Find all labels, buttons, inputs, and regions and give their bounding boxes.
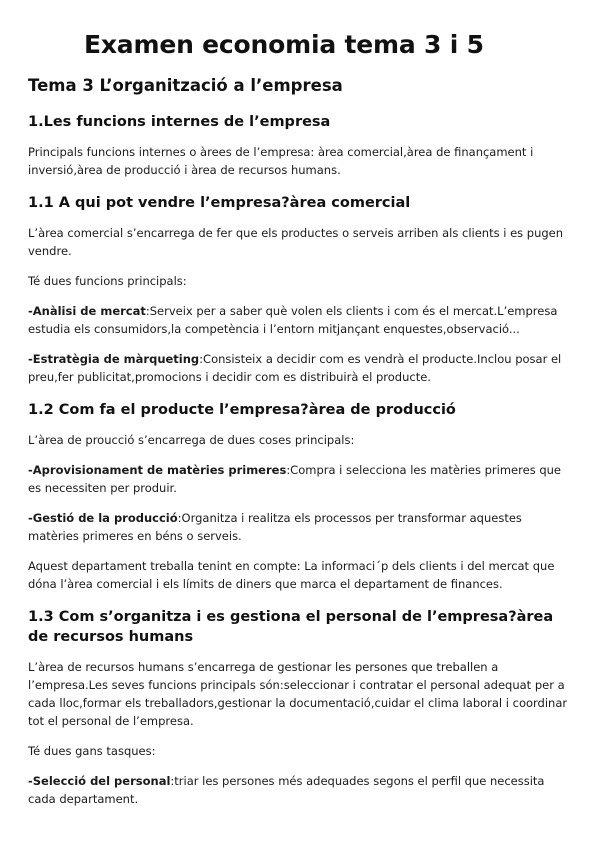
section-heading-1: 1.Les funcions internes de l’empresa	[28, 114, 331, 130]
term-label: -Gestió de la producció	[28, 511, 178, 525]
list-item	[28, 509, 574, 545]
paragraph: L’àrea de proucció s’encarrega de dues coses principals:	[28, 433, 355, 447]
term-description: :triar les persones més adequades segons el perfil que necessita cada departament.	[28, 774, 545, 806]
term-description: :Serveix per a saber què volen els clients i com és el mercat.L’empresa estudia els consumidors,la competència i l’entorn mitjançant enquestes,observació...	[28, 304, 558, 336]
term-label: -Anàlisi de mercat	[28, 304, 146, 318]
list-item	[28, 461, 574, 497]
paragraph: Té dues gans tasques:	[28, 744, 156, 758]
document-title: Examen economia tema 3 i 5	[84, 30, 484, 59]
paragraph: L’àrea comercial s’encarrega de fer que els productes o serveis arriben als clients i es pugen vendre.	[28, 226, 564, 258]
paragraph: Principals funcions internes o àrees de l’empresa: àrea comercial,àrea de finançament i inversió,àrea de producció i àrea de recursos humans.	[28, 145, 534, 177]
term-label: -Selecció del personal	[28, 774, 171, 788]
list-item	[28, 350, 574, 386]
section-heading-1-2: 1.2 Com fa el producte l’empresa?àrea de producció	[28, 402, 456, 418]
list-item	[28, 302, 574, 338]
term-description: :Consisteix a decidir com es vendrà el producte.Inclou posar el preu,fer publicitat,promocions i decidir com es distribuirà el producte.	[28, 352, 562, 384]
term-description: :Compra i selecciona les matèries primeres que es necessiten per produir.	[28, 463, 561, 495]
term-label: -Estratègia de màrqueting	[28, 352, 200, 366]
paragraph: L’àrea de recursos humans s’encarrega de gestionar les persones que treballen a l’empresa.Les seves funcions principals són:seleccionar i contratar el personal adequat per a cada lloc,formar els treballadors,gestionar la documentació,cuidar el clima laboral i coordinar tot el personal de l’empresa.	[28, 660, 568, 728]
term-description: :Organitza i realitza els processos per transformar aquestes matèries primeres en béns o serveis.	[28, 511, 522, 543]
document-page	[28, 28, 574, 808]
list-item	[28, 772, 574, 808]
section-heading-1-1: 1.1 A qui pot vendre l’empresa?àrea comercial	[28, 195, 411, 211]
section-heading-1-3: 1.3 Com s’organitza i es gestiona el personal de l’empresa?àrea de recursos humans	[28, 609, 554, 645]
paragraph: Té dues funcions principals:	[28, 274, 187, 288]
paragraph: Aquest departament treballa tenint en compte: La informaci´p dels clients i del mercat que dóna l’àrea comercial i els límits de diners que marca el departament de finances.	[28, 559, 555, 591]
term-label: -Aprovisionament de matèries primeres	[28, 463, 287, 477]
tema-heading: Tema 3 L’organització a l’empresa	[28, 76, 343, 95]
